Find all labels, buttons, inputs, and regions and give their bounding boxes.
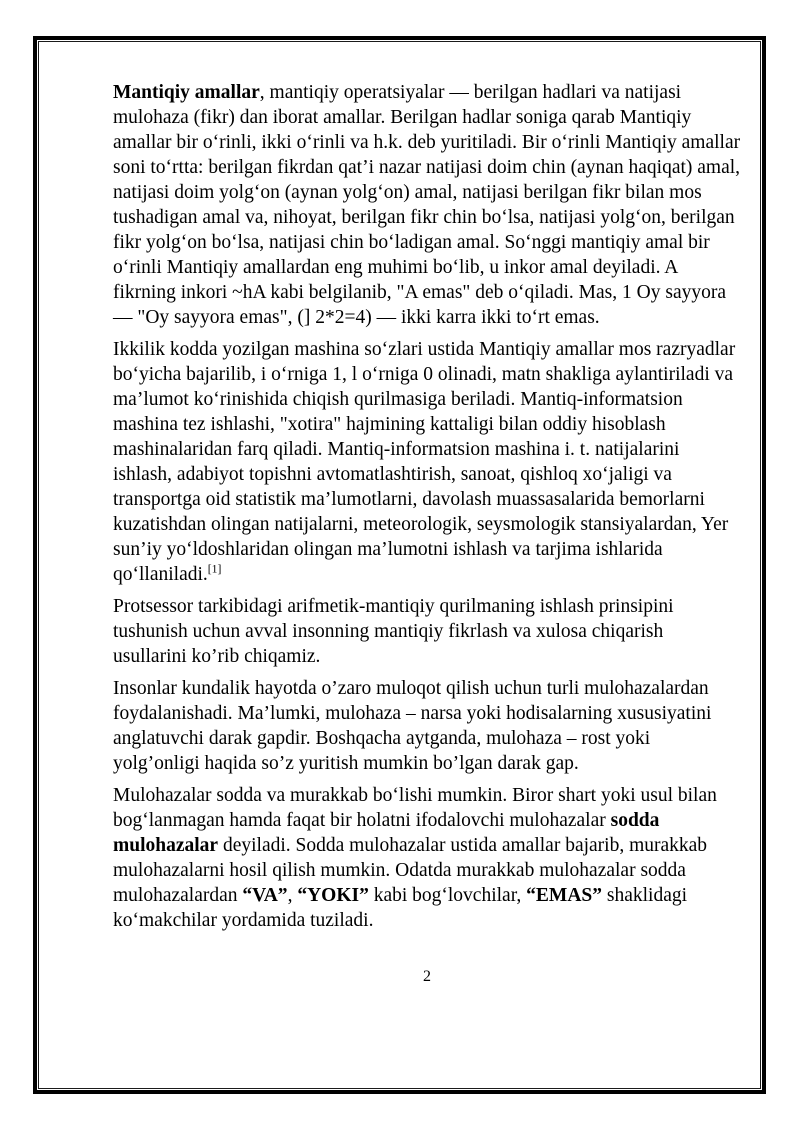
bold-text-run: “VA” <box>242 885 288 906</box>
bold-text-run: “YOKI” <box>297 885 369 906</box>
paragraph <box>113 337 741 587</box>
bold-text-run: Mantiqiy amallar <box>113 82 260 103</box>
paragraph <box>113 594 741 669</box>
footnote-reference: [1] <box>207 562 222 576</box>
page-content <box>39 42 760 1088</box>
paragraph <box>113 80 741 330</box>
text-run: Protsessor tarkibidagi arifmetik-mantiqiy qurilmaning ishlash prinsipini tushunish uchun avval insonning mantiqiy fikrlash va xulosa chiqarish usullarini ko’rib chiqamiz. <box>113 596 674 667</box>
page-border-inner-line <box>38 41 761 1089</box>
bold-text-run: sodda mulohazalar <box>113 810 660 856</box>
text-run: , mantiqiy operatsiyalar — berilgan hadlari va natijasi mulohaza (fikr) dan iborat amallar. Berilgan hadlar soniga qarab Mantiqiy amallar bir o‘rinli, ikki o‘rinli va h.k. deb yuritiladi. Bir o‘rinli Mantiqiy amallar soni to‘rtta: berilgan fikrdan qat’i nazar natijasi doim chin (aynan haqiqat) amal, natijasi doim yolg‘on (aynan yolg‘on) amal, natijasi berilgan fikr bilan mos tushadigan amal va, nihoyat, berilgan fikr chin bo‘lsa, natijasi yolg‘on, berilgan fikr yolg‘on bo‘lsa, natijasi chin bo‘ladigan amal. So‘nggi mantiqiy amal bir o‘rinli Mantiqiy amallardan eng muhimi bo‘lib, u inkor amal deyiladi. A fikrning inkori ~hA kabi belgilanib, "A emas" deb o‘qiladi. Mas, 1 Oy sayyora — "Oy sayyora emas", (] 2*2=4) — ikki karra ikki to‘rt emas. <box>113 82 741 328</box>
document-paragraphs <box>113 80 741 933</box>
text-run: Ikkilik kodda yozilgan mashina so‘zlari ustida Mantiqiy amallar mos razryadlar bo‘yicha bajarilib, i o‘rniga 1, l o‘rniga 0 olinadi, matn shakliga aylantiriladi va ma’lumot ko‘rinishida chiqish qurilmasiga beriladi. Mantiq-informatsion mashina tez ishlashi, "xotira" hajmining kattaligi bilan oddiy hisoblash mashinalaridan farq qiladi. Mantiq-informatsion mashina i. t. natijalarini ishlash, adabiyot topishni avtomatlashtirish, sanoat, qishloq xo‘jaligi va transportga oid statistik ma’lumotlarni, davolash muassasalarida bemorlarni kuzatishdan olingan natijalarni, meteorologik, seysmologik stansiyalardan, Yer sun’iy yo‘ldoshlaridan olingan ma’lumotni ishlash va tarjima ishlarida qo‘llaniladi. <box>113 339 736 585</box>
page-footer <box>113 967 741 987</box>
text-run: Mulohazalar sodda va murakkab bo‘lishi mumkin. Biror shart yoki usul bilan bog‘lanmagan hamda faqat bir holatni ifodalovchi mulohazalar <box>113 785 717 831</box>
text-run: Insonlar kundalik hayotda o’zaro muloqot qilish uchun turli mulohazalardan foydalanishadi. Ma’lumki, mulohaza – narsa yoki hodisalarning xususiyatini anglatuvchi darak gapdir. Boshqacha aytganda, mulohaza – rost yoki yolg’onligi haqida so’z yuritish mumkin bo’lgan darak gap. <box>113 678 712 774</box>
paragraph <box>113 676 741 776</box>
page-number: 2 <box>423 968 431 985</box>
text-run: shaklidagi ko‘makchilar yordamida tuziladi. <box>113 885 688 931</box>
text-run: kabi bog‘lovchilar, <box>368 885 527 906</box>
page-border-frame <box>33 36 766 1094</box>
text-run: deyiladi. Sodda mulohazalar ustida amallar bajarib, murakkab mulohazalarni hosil qilish mumkin. Odatda murakkab mulohazalar sodda mulohazalardan <box>113 835 708 906</box>
text-run: , <box>287 885 298 906</box>
bold-text-run: “EMAS” <box>526 885 603 906</box>
paragraph <box>113 783 741 933</box>
